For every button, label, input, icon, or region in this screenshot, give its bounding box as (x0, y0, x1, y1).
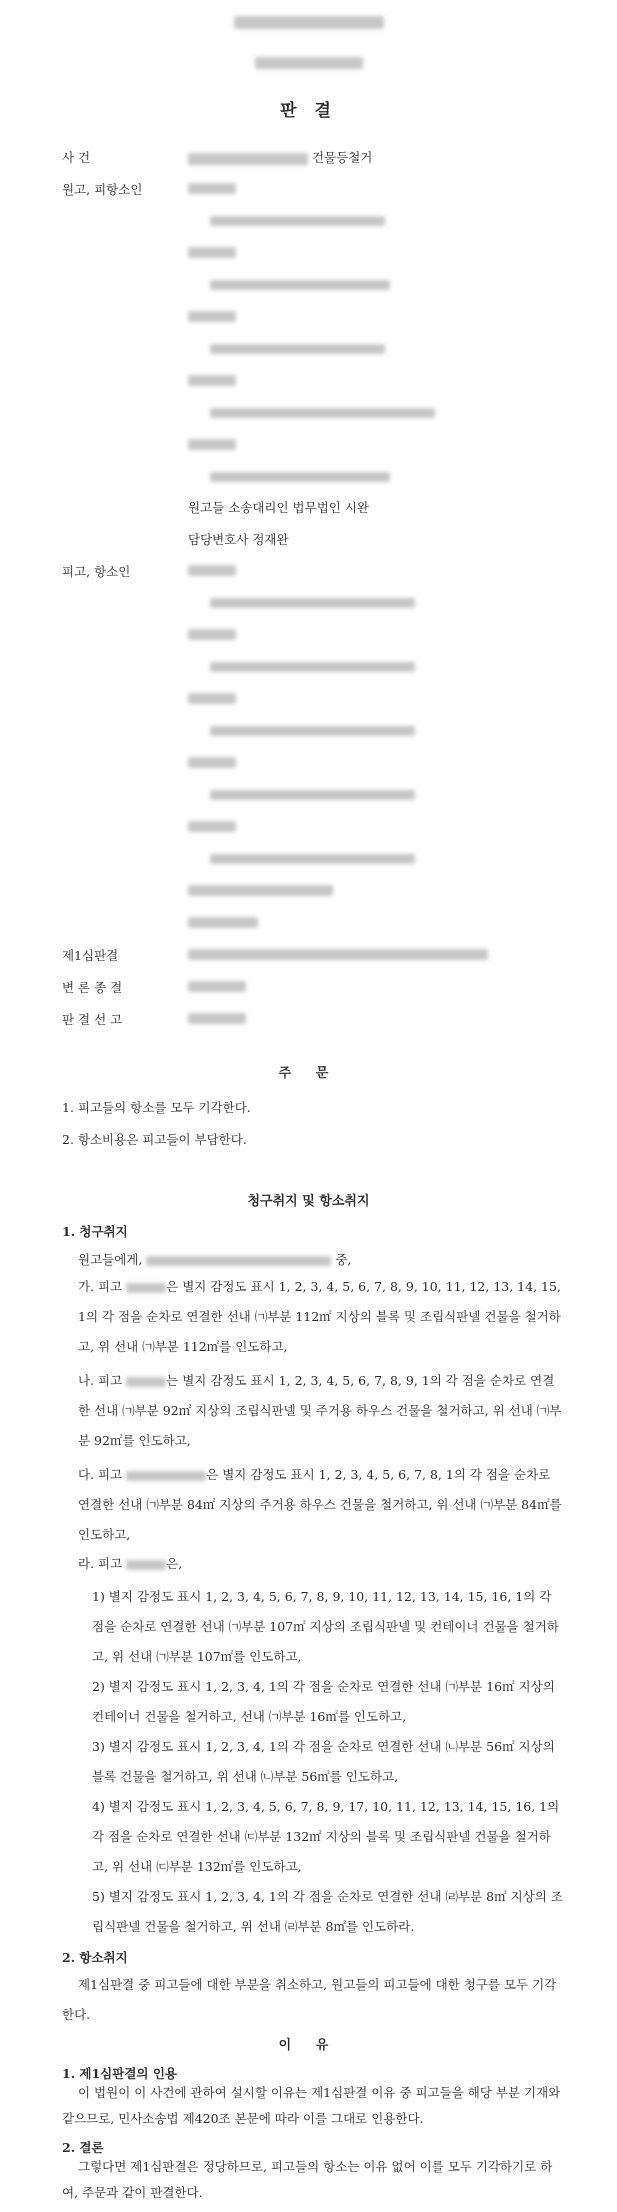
order-title: 주 문 (278, 1066, 339, 1081)
plaintiff-counsel: 원고들 소송대리인 법무법인 시완 (188, 500, 369, 515)
claims-title: 청구취지 및 항소취지 (247, 1194, 370, 1209)
claims-subtitle-1: 1. 청구취지 (62, 1224, 128, 1239)
plaintiff-3-address (210, 340, 385, 355)
defendant-2 (188, 626, 236, 641)
plaintiff-2-address (210, 276, 390, 291)
claim-ra-item-1: 1) 별지 감정도 표시 1, 2, 3, 4, 5, 6, 7, 8, 9, 10, 11, 12, 13, 14, 15, 16, 1의 각 점을 순차로 연결한 선내 ㈀부분 107㎡ 지상의 조립식판넬 및 컨테이너 건물을 철거하고, 위 선내 ㈀부분 107㎡를 인도하고, (92, 1589, 559, 1664)
plaintiff-attorney: 담당변호사 정재완 (188, 532, 289, 547)
defendant-attorney (188, 914, 258, 929)
claim-da-marker: 다. 피고 (78, 1467, 123, 1482)
claim-ga (78, 1272, 565, 1362)
appeal-text: 제1심판결 중 피고들에 대한 부분을 취소하고, 원고들의 피고들에 대한 청구를 모두 기각한다. (62, 1977, 557, 2022)
defendant-3-address (210, 722, 415, 737)
sentence-label: 판 결 선 고 (62, 1012, 123, 1027)
reasons-text-1: 이 법원이 이 사건에 관하여 설시할 이유는 제1심판결 이유 중 피고들을 해당 부분 기재와 같으므로, 민사소송법 제420조 본문에 따라 이를 그대로 인용한다. (62, 2085, 561, 2126)
closing-date (188, 978, 246, 993)
plaintiff-4 (188, 372, 236, 387)
document-title: 판 결 (280, 101, 337, 121)
closing-label: 변 론 종 결 (62, 980, 123, 995)
defendant-1 (188, 562, 236, 577)
court-name (0, 14, 617, 29)
defendant-3 (188, 690, 236, 705)
plaintiff-5-address (210, 468, 390, 483)
claim-ga-marker: 가. 피고 (78, 1279, 123, 1294)
plaintiff-label: 원고, 피항소인 (62, 182, 143, 197)
plaintiff-2 (188, 244, 236, 259)
claims-subtitle-2: 2. 항소취지 (62, 1950, 128, 1965)
sentence-date (188, 1010, 246, 1025)
order-item-1: 1. 피고들의 항소를 모두 기각한다. (62, 1100, 251, 1115)
claim-na-marker: 나. 피고 (78, 1373, 123, 1388)
reasons-title: 이 유 (278, 2038, 339, 2053)
plaintiff-1 (188, 180, 236, 195)
plaintiff-5 (188, 436, 236, 451)
claim-na-text: 는 별지 감정도 표시 1, 2, 3, 4, 5, 6, 7, 8, 9, 1의 각 점을 순차로 연결한 선내 ㈀부분 92㎡ 지상의 조립식판넬 및 주거용 하우스 건물을 철거하고, 위 선내 ㈀부분 92㎡를 인도하고, (78, 1373, 562, 1448)
defendant-5 (188, 818, 236, 833)
claim-na (78, 1366, 565, 1456)
claim-ra-item-5: 5) 별지 감정도 표시 1, 2, 3, 4, 1의 각 점을 순차로 연결한 선내 ㈃부분 8㎡ 지상의 조립식판넬 건물을 철거하고, 위 선내 ㈃부분 8㎡를 인도하라. (92, 1889, 563, 1934)
claim-ra-suffix: 은, (166, 1556, 183, 1571)
reasons-text-2: 그렇다면 제1심판결은 정당하므로, 피고들의 항소는 이유 없어 이를 모두 기각하기로 하여, 주문과 같이 판결한다. (62, 2159, 553, 2200)
first-instance-label: 제1심판결 (62, 948, 119, 963)
claim-da-text: 은 별지 감정도 표시 1, 2, 3, 4, 5, 6, 7, 8, 1의 각 점을 순차로 연결한 선내 ㈀부분 84㎡ 지상의 주거용 하우스 건물을 철거하고, 위 선내 ㈀부분 84㎡를 인도하고, (78, 1467, 562, 1542)
defendant-4-address (210, 786, 415, 801)
claim-ra-item-3: 3) 별지 감정도 표시 1, 2, 3, 4, 1의 각 점을 순차로 연결한 선내 ㈁부분 56㎡ 지상의 블록 건물을 철거하고, 위 선내 ㈁부분 56㎡를 인도하고, (92, 1739, 555, 1784)
claims-intro-suffix: 중, (335, 1252, 352, 1267)
defendant-1-address (210, 594, 415, 609)
reasons-subtitle-2: 2. 결론 (62, 2140, 104, 2155)
plaintiff-1-address (210, 212, 385, 227)
claim-da (78, 1460, 565, 1550)
defendant-2-address (210, 658, 415, 673)
plaintiff-3 (188, 308, 236, 323)
case-name (188, 148, 372, 166)
claim-ga-text: 은 별지 감정도 표시 1, 2, 3, 4, 5, 6, 7, 8, 9, 10, 11, 12, 13, 14, 15, 1의 각 점을 순차로 연결한 선내 ㈀부분 112㎡ 지상의 블록 및 조립식판넬 건물을 철거하고, 위 선내 ㈀부분 112㎡를 인도하고, (78, 1279, 561, 1354)
defendant-5-address (210, 850, 415, 865)
first-instance-value (188, 946, 488, 961)
case-label: 사 건 (62, 150, 91, 165)
claims-intro (78, 1250, 351, 1268)
watermark (150, 170, 193, 282)
claim-ra-marker: 라. 피고 (78, 1556, 123, 1571)
claim-ra-item-2: 2) 별지 감정도 표시 1, 2, 3, 4, 1의 각 점을 순차로 연결한 선내 ㈀부분 16㎡ 지상의 컨테이너 건물을 철거하고, 선내 ㈀부분 16㎡를 인도하고, (92, 1679, 555, 1724)
order-item-2: 2. 항소비용은 피고들이 부담한다. (62, 1132, 247, 1147)
court-division (0, 54, 617, 69)
defendant-4 (188, 754, 236, 769)
defendant-counsel (188, 882, 333, 897)
reasons-subtitle-1: 1. 제1심판결의 인용 (62, 2066, 177, 2081)
plaintiff-4-address (210, 404, 435, 419)
claim-ra-item-4: 4) 별지 감정도 표시 1, 2, 3, 4, 5, 6, 7, 8, 9, 17, 10, 11, 12, 13, 14, 15, 16, 1의 각 점을 순차로 연결한 선내 ㈂부분 132㎡ 지상의 블록 및 조립식판넬 건물을 철거하고, 위 선내 ㈂부분 132㎡를 인도하고, (92, 1799, 560, 1874)
claim-ra (78, 1554, 182, 1572)
defendant-label: 피고, 항소인 (62, 564, 131, 579)
claims-intro-prefix: 원고들에게, (78, 1252, 143, 1267)
case-name-suffix: 건물등철거 (311, 150, 373, 165)
